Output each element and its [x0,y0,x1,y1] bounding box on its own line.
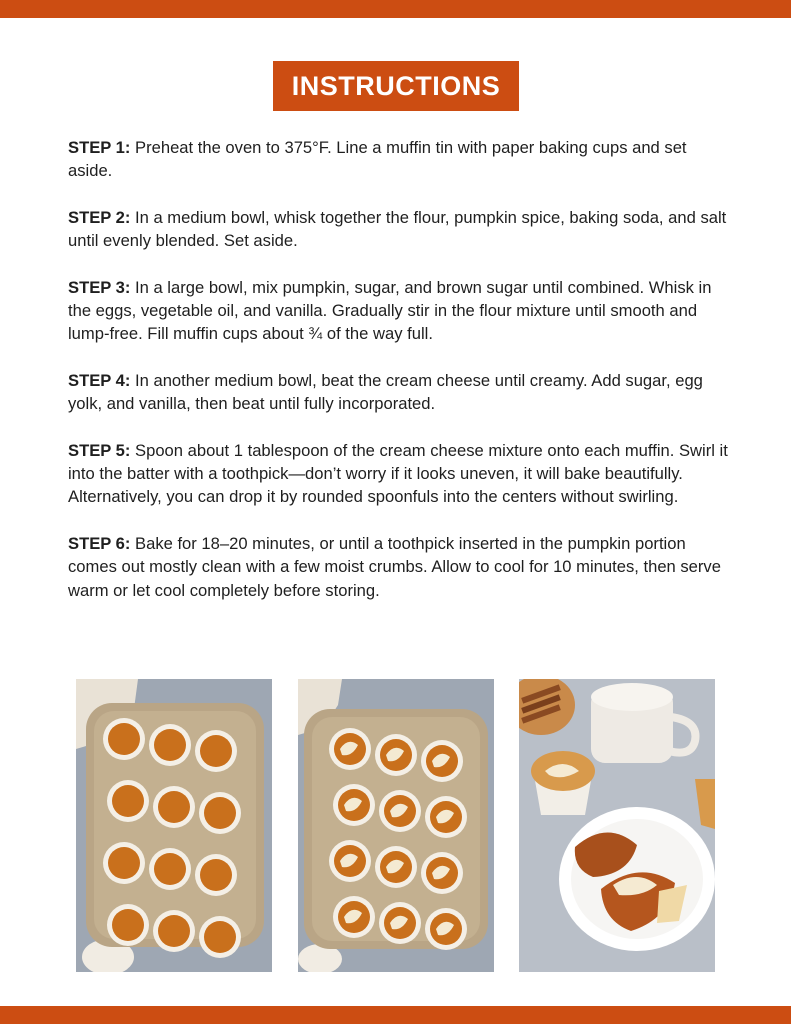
step-1 [68,136,728,183]
top-accent-bar [0,0,791,18]
step-text: Bake for 18–20 minutes, or until a toothpick inserted in the pumpkin portion comes out mostly clean with a few moist crumbs. Allow to cool for 10 minutes, then serve warm or let cool completely before storing. [68,534,721,600]
step-text: In a medium bowl, whisk together the flour, pumpkin spice, baking soda, and salt until evenly blended. Set aside. [68,207,727,251]
step-6 [68,532,728,602]
step-text: Preheat the oven to 375°F. Line a muffin tin with paper baking cups and set aside. [68,138,687,181]
photo-baked-muffins [519,679,715,972]
step-2 [68,206,728,253]
section-title: INSTRUCTIONS [291,70,501,101]
step-text: In a large bowl, mix pumpkin, sugar, and brown sugar until combined. Whisk in the eggs, vegetable oil, and vanilla. Gradually stir in the flour mixture until smooth and lump-free. Fill muffin cups about ¾ of the way full. [68,277,712,344]
step-label: STEP 2: [68,207,131,227]
bottom-accent-bar [0,1006,791,1024]
step-text: In another medium bowl, beat the cream cheese until creamy. Add sugar, egg yolk, and vanilla, then beat until fully incorporated. [68,370,703,414]
instruction-steps [68,136,728,625]
photo-swirled-in-tin [298,679,494,972]
baked-muffins-image [519,679,715,972]
swirled-tin-image [298,679,494,972]
step-text: Spoon about 1 tablespoon of the cream cheese mixture onto each muffin. Swirl it into the batter with a toothpick—don’t worry if it looks uneven, it will bake beautifully. Alternatively, you can drop it by rounded spoonfuls into the centers without swirling. [68,440,728,507]
step-label: STEP 1: [68,138,131,157]
batter-tin-image [76,679,272,972]
step-4 [68,369,728,416]
step-label: STEP 3: [68,277,131,297]
step-3 [68,276,728,346]
step-5 [68,439,728,509]
step-label: STEP 6: [68,534,131,554]
step-label: STEP 5: [68,440,131,460]
section-title-badge [273,61,519,111]
step-label: STEP 4: [68,370,131,390]
photo-batter-in-tin [76,679,272,972]
